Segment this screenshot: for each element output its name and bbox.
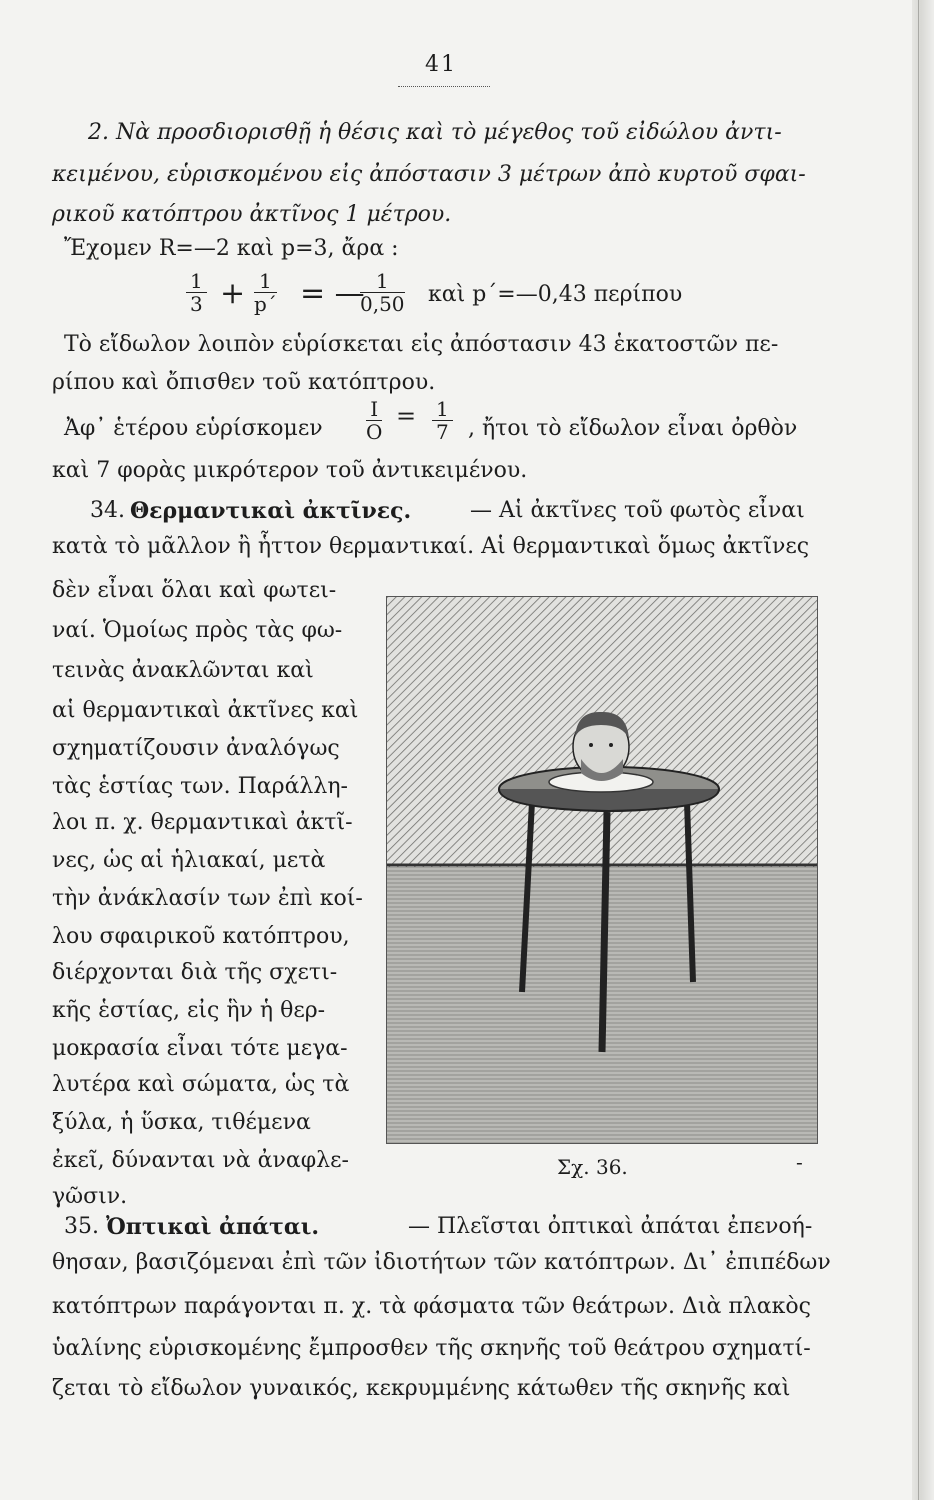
section35-title: Ὀπτικαὶ ἀπάται. bbox=[106, 1214, 320, 1240]
section34-line-2: κατὰ τὸ μᾶλλον ἢ ἧττον θερμαντικαί. Αἱ θερμαντικαὶ ὅμως ἀκτῖνες bbox=[52, 534, 810, 559]
equation-tail: καὶ p´=—0,43 περίπου bbox=[428, 282, 683, 307]
problem2-line-1: 2. Νὰ προσδιορισθῇ ἡ θέσις καὶ τὸ μέγεθος τοῦ εἰδώλου ἀντι- bbox=[88, 120, 782, 145]
section34-line-3: δὲν εἶναι ὅλαι καὶ φωτει- bbox=[52, 578, 337, 603]
equation-plus: + bbox=[220, 276, 246, 311]
equation-fraction-1-denominator: 3 bbox=[190, 292, 203, 316]
page-number: 41 bbox=[425, 52, 457, 77]
section34-line-6: αἱ θερμαντικαὶ ἀκτῖνες καὶ bbox=[52, 698, 359, 723]
section34-number: 34. bbox=[90, 498, 125, 523]
problem2-line-3: ρικοῦ κατόπτρου ἀκτῖνος 1 μέτρου. bbox=[52, 202, 452, 227]
equation-fraction-3-numerator: 1 bbox=[360, 270, 405, 293]
section34-line-11: τὴν ἀνάκλασίν των ἐπὶ κοί- bbox=[52, 886, 363, 911]
figure-36-engraving bbox=[386, 596, 818, 1144]
equation-fraction-3 bbox=[360, 270, 405, 315]
section34-title: Θερμαντικαὶ ἀκτῖνες. bbox=[130, 498, 412, 524]
section34-line-19: γῶσιν. bbox=[52, 1184, 128, 1209]
ratio-prefix: Ἀφ᾽ ἑτέρου εὑρίσκομεν bbox=[64, 416, 323, 441]
ratio-continuation: καὶ 7 φορὰς μικρότερον τοῦ ἀντικειμένου. bbox=[52, 458, 528, 483]
page-binding-edge bbox=[912, 0, 934, 1500]
ratio-fraction-a-denominator: O bbox=[366, 420, 383, 444]
ratio-suffix: , ἤτοι τὸ εἴδωλον εἶναι ὀρθὸν bbox=[468, 416, 798, 441]
section34-line-16: λυτέρα καὶ σώματα, ὡς τὰ bbox=[52, 1072, 350, 1097]
equation-fraction-2 bbox=[254, 270, 277, 315]
equation-equals: = — bbox=[300, 276, 365, 311]
section34-line-5: τεινὰς ἀνακλῶνται καὶ bbox=[52, 658, 314, 683]
section34-line-13: διέρχονται διὰ τῆς σχετι- bbox=[52, 960, 338, 985]
section35-line-2: θησαν, βασιζόμεναι ἐπὶ τῶν ἰδιοτήτων τῶν κατόπτρων. Δι᾽ ἐπιπέδων bbox=[52, 1250, 831, 1275]
section35-line-1: — Πλεῖσται ὀπτικαὶ ἀπάται ἐπενοή- bbox=[408, 1214, 813, 1239]
problem2-given: Ἔχομεν R=—2 καὶ p=3, ἄρα : bbox=[64, 236, 399, 261]
section34-line-8: τὰς ἑστίας των. Παράλλη- bbox=[52, 774, 348, 799]
ratio-fraction-b-denominator: 7 bbox=[436, 420, 449, 444]
ratio-fraction-a bbox=[366, 398, 382, 443]
section34-line-10: νες, ὡς αἱ ἡλιακαί, μετὰ bbox=[52, 848, 326, 873]
equation-fraction-3-denominator: 0,50 bbox=[360, 292, 405, 316]
equation-fraction-2-denominator: p´ bbox=[254, 292, 277, 316]
ratio-fraction-b bbox=[432, 398, 453, 443]
section35-line-5: ζεται τὸ εἴδωλον γυναικός, κεκρυμμένης κάτωθεν τῆς σκηνῆς καὶ bbox=[52, 1376, 791, 1401]
section34-line-15: μοκρασία εἶναι τότε μεγα- bbox=[52, 1036, 348, 1061]
ratio-fraction-b-numerator: 1 bbox=[432, 398, 453, 421]
section34-line-12: λου σφαιρικοῦ κατόπτρου, bbox=[52, 924, 350, 949]
section34-line-9: λοι π. χ. θερμαντικαὶ ἀκτῖ- bbox=[52, 810, 353, 835]
problem2-result-line-1: Τὸ εἴδωλον λοιπὸν εὑρίσκεται εἰς ἀπόστασιν 43 ἑκατοστῶν πε- bbox=[64, 332, 779, 357]
figure-36-caption: Σχ. 36. bbox=[557, 1155, 628, 1179]
ratio-fraction-a-numerator: I bbox=[366, 398, 382, 421]
equation-fraction-1-numerator: 1 bbox=[186, 270, 207, 293]
section34-line-1: — Αἱ ἀκτῖνες τοῦ φωτὸς εἶναι bbox=[470, 498, 805, 523]
section34-line-14: κῆς ἑστίας, εἰς ἣν ἡ θερ- bbox=[52, 998, 326, 1023]
section35-line-3: κατόπτρων παράγονται π. χ. τὰ φάσματα τῶν θεάτρων. Διὰ πλακὸς bbox=[52, 1294, 811, 1319]
ratio-equals: = bbox=[396, 402, 417, 430]
problem2-result-line-2: ρίπου καὶ ὄπισθεν τοῦ κατόπτρου. bbox=[52, 370, 436, 395]
equation-fraction-2-numerator: 1 bbox=[254, 270, 277, 293]
section34-line-17: ξύλα, ἡ ὕσκα, τιθέμενα bbox=[52, 1110, 311, 1135]
section35-line-4: ὑαλίνης εὑρισκομένης ἔμπροσθεν τῆς σκηνῆς τοῦ θεάτρου σχηματί- bbox=[52, 1336, 811, 1361]
section34-line-4: ναί. Ὁμοίως πρὸς τὰς φω- bbox=[52, 618, 343, 643]
page-number-rule bbox=[398, 86, 490, 87]
section34-line-18: ἐκεῖ, δύνανται νὰ ἀναφλε- bbox=[52, 1148, 349, 1173]
problem2-line-2: κειμένου, εὑρισκομένου εἰς ἀπόστασιν 3 μέτρων ἀπὸ κυρτοῦ σφαι- bbox=[52, 162, 806, 187]
section34-line-7: σχηματίζουσιν ἀναλόγως bbox=[52, 736, 340, 761]
equation-fraction-1 bbox=[186, 270, 207, 315]
margin-dash: - bbox=[796, 1150, 803, 1174]
section35-number: 35. bbox=[64, 1214, 99, 1239]
